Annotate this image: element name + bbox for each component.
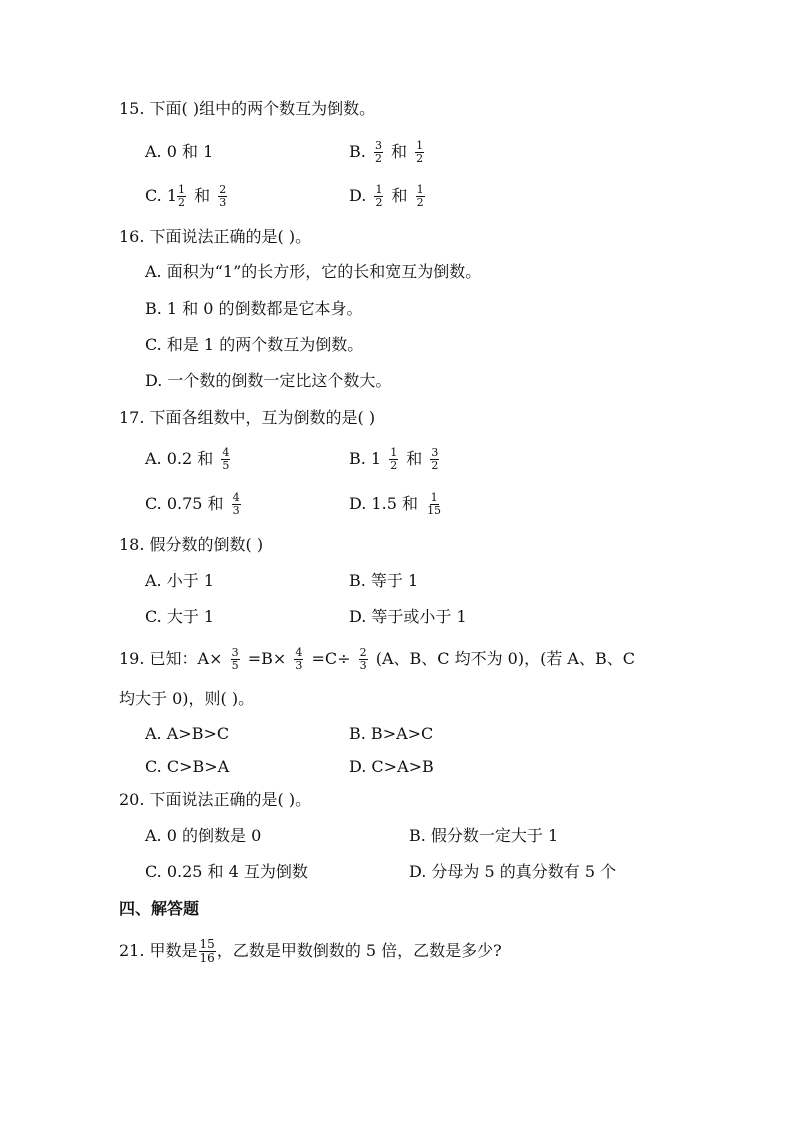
q17-option-d <box>349 492 445 517</box>
fraction <box>232 492 241 517</box>
q17-option-a <box>145 447 233 472</box>
fraction <box>374 140 383 165</box>
fraction <box>416 184 425 209</box>
fraction-numerator: 4 <box>295 646 303 659</box>
q20-option-d: D. 分母为 5 的真分数有 5 个 <box>409 862 617 881</box>
fraction-denominator: 16 <box>199 951 215 965</box>
stem-text: =C÷ <box>311 649 351 668</box>
q20-option-a: A. 0 的倒数是 0 <box>145 826 262 845</box>
question-16-stem: 16. 下面说法正确的是( )。 <box>119 227 312 246</box>
and-text: 和 <box>194 186 211 205</box>
and-text: 和 <box>391 186 408 205</box>
option-label: D. <box>349 186 367 205</box>
and-text: 和 <box>391 142 408 161</box>
fraction-denominator: 2 <box>416 152 424 165</box>
question-20-stem: 20. 下面说法正确的是( )。 <box>119 790 312 809</box>
fraction-denominator: 3 <box>232 504 240 517</box>
stem-text: (A、B、C 均不为 0)，(若 A、B、C <box>375 649 635 668</box>
fraction <box>177 184 186 209</box>
fraction <box>430 447 439 472</box>
option-label: B. 1 <box>349 449 382 468</box>
fraction-numerator: 4 <box>232 491 240 504</box>
q18-option-c: C. 大于 1 <box>145 607 215 626</box>
fraction <box>374 184 383 209</box>
question-21-stem <box>119 938 502 965</box>
fraction-denominator: 3 <box>295 659 303 672</box>
option-label: C. 0.75 和 <box>145 494 224 513</box>
q17-option-c <box>145 492 244 517</box>
fraction-numerator: 1 <box>416 139 424 152</box>
fraction <box>415 140 424 165</box>
q19-option-c: C. C>B>A <box>145 757 230 776</box>
fraction-numerator: 15 <box>199 937 215 951</box>
q16-option-b: B. 1 和 0 的倒数都是它本身。 <box>145 299 363 318</box>
fraction <box>199 938 216 965</box>
stem-text: 21. 甲数是 <box>119 941 198 960</box>
fraction-numerator: 3 <box>374 139 382 152</box>
fraction <box>359 647 368 672</box>
fraction-denominator: 15 <box>427 504 442 517</box>
fraction-denominator: 2 <box>431 459 439 472</box>
fraction-numerator: 3 <box>431 446 439 459</box>
q15-option-c <box>145 184 230 209</box>
q15-option-d <box>349 184 428 209</box>
option-label: C. 1 <box>145 186 178 205</box>
fraction-denominator: 5 <box>231 659 239 672</box>
option-label: B. <box>349 142 366 161</box>
q20-option-b: B. 假分数一定大于 1 <box>409 826 559 845</box>
fraction-numerator: 1 <box>178 183 186 196</box>
fraction-numerator: 1 <box>416 183 424 196</box>
q16-option-c: C. 和是 1 的两个数互为倒数。 <box>145 335 364 354</box>
fraction-denominator: 2 <box>375 196 383 209</box>
option-label: A. 0.2 和 <box>145 449 214 468</box>
fraction-numerator: 2 <box>359 646 367 659</box>
q18-option-d: D. 等于或小于 1 <box>349 607 467 626</box>
q15-option-b <box>349 140 427 165</box>
fraction-numerator: 1 <box>430 491 438 504</box>
q19-option-b: B. B>A>C <box>349 724 434 743</box>
question-17-stem: 17. 下面各组数中，互为倒数的是( ) <box>119 408 376 427</box>
fraction-numerator: 1 <box>375 183 383 196</box>
fraction-denominator: 3 <box>219 196 227 209</box>
q18-option-a: A. 小于 1 <box>145 571 214 590</box>
and-text: 和 <box>406 449 423 468</box>
question-18-stem: 18. 假分数的倒数( ) <box>119 535 264 554</box>
q18-option-b: B. 等于 1 <box>349 571 419 590</box>
fraction-denominator: 3 <box>359 659 367 672</box>
fraction <box>218 184 227 209</box>
q16-option-a: A. 面积为“1”的长方形，它的长和宽互为倒数。 <box>145 262 482 281</box>
fraction-denominator: 2 <box>178 196 186 209</box>
fraction-numerator: 2 <box>219 183 227 196</box>
fraction-numerator: 4 <box>222 446 230 459</box>
fraction <box>221 447 230 472</box>
section-heading: 四、解答题 <box>119 899 200 918</box>
fraction-denominator: 5 <box>222 459 230 472</box>
fraction <box>389 447 398 472</box>
q17-option-b <box>349 447 442 472</box>
q19-option-d: D. C>A>B <box>349 757 434 776</box>
q20-option-c: C. 0.25 和 4 互为倒数 <box>145 862 308 881</box>
fraction-numerator: 1 <box>390 446 398 459</box>
question-19-stem-line2: 均大于 0)，则( )。 <box>119 689 255 708</box>
question-19-stem <box>119 647 635 672</box>
stem-text: 19. 已知：A× <box>119 649 223 668</box>
option-label: D. 1.5 和 <box>349 494 418 513</box>
q15-option-a: A. 0 和 1 <box>145 142 214 161</box>
fraction-numerator: 3 <box>231 646 239 659</box>
fraction-denominator: 2 <box>374 152 382 165</box>
fraction <box>294 647 303 672</box>
fraction <box>426 492 442 517</box>
stem-text: ，乙数是甲数倒数的 5 倍，乙数是多少? <box>216 941 502 960</box>
stem-text: =B× <box>247 649 287 668</box>
q16-option-d: D. 一个数的倒数一定比这个数大。 <box>145 371 392 390</box>
fraction <box>231 647 240 672</box>
fraction-denominator: 2 <box>416 196 424 209</box>
fraction-denominator: 2 <box>390 459 398 472</box>
question-15-stem: 15. 下面( )组中的两个数互为倒数。 <box>119 99 376 118</box>
q19-option-a: A. A>B>C <box>145 724 230 743</box>
